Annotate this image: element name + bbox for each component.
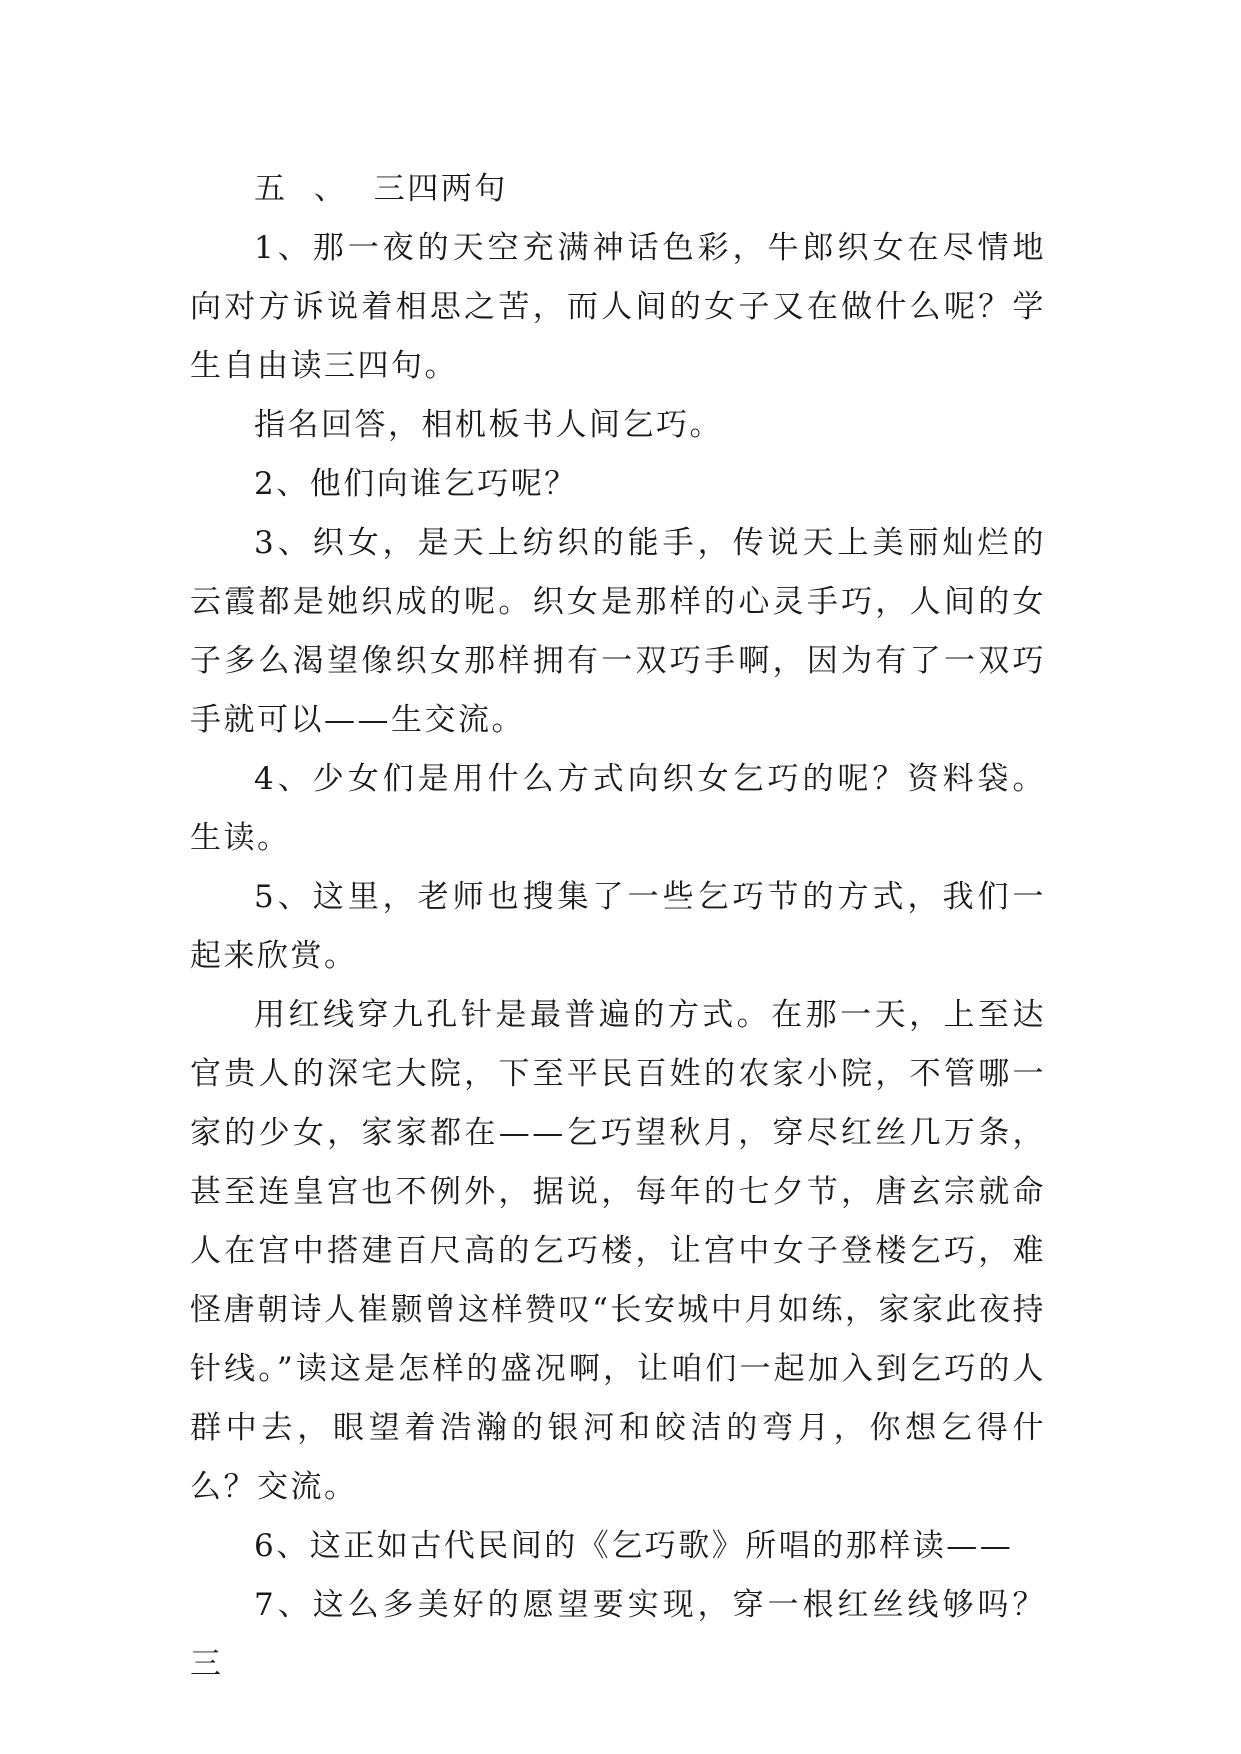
paragraph: 1、那一夜的天空充满神话色彩，牛郎织女在尽情地向对方诉说着相思之苦，而人间的女子又在做什么呢？学生自由读三四句。 <box>190 230 1046 384</box>
paragraph: 4、少女们是用什么方式向织女乞巧的呢？资料袋。生读。 <box>190 761 1046 856</box>
document-body <box>190 160 1046 1694</box>
paragraph: 用红线穿九孔针是最普遍的方式。在那一天，上至达官贵人的深宅大院，下至平民百姓的农家小院，不管哪一家的少女，家家都在——乞巧望秋月，穿尽红丝几万条，甚至连皇宫也不例外，据说，每年的七夕节，唐玄宗就命人在宫中搭建百尺高的乞巧楼，让宫中女子登楼乞巧，难怪唐朝诗人崔颢曾这样赞叹“长安城中月如练，家家此夜持针线。”读这是怎样的盛况啊，让咱们一起加入到乞巧的人群中去，眼望着浩瀚的银河和皎洁的弯月，你想乞得什么？交流。 <box>190 997 1046 1505</box>
paragraph: 指名回答，相机板书人间乞巧。 <box>254 407 723 443</box>
paragraph: 6、这正如古代民间的《乞巧歌》所唱的那样读—— <box>254 1528 1014 1564</box>
paragraph: 2、他们向谁乞巧呢？ <box>254 466 578 502</box>
section-heading: 五 、 三四两句 <box>254 171 508 207</box>
paragraph: 5、这里，老师也搜集了一些乞巧节的方式，我们一起来欣赏。 <box>190 879 1046 974</box>
paragraph: 7、这么多美好的愿望要实现，穿一根红丝线够吗？三 <box>190 1587 1046 1682</box>
paragraph: 3、织女，是天上纺织的能手，传说天上美丽灿烂的云霞都是她织成的呢。织女是那样的心灵手巧，人间的女子多么渴望像织女那样拥有一双巧手啊，因为有了一双巧手就可以——生交流。 <box>190 525 1046 738</box>
